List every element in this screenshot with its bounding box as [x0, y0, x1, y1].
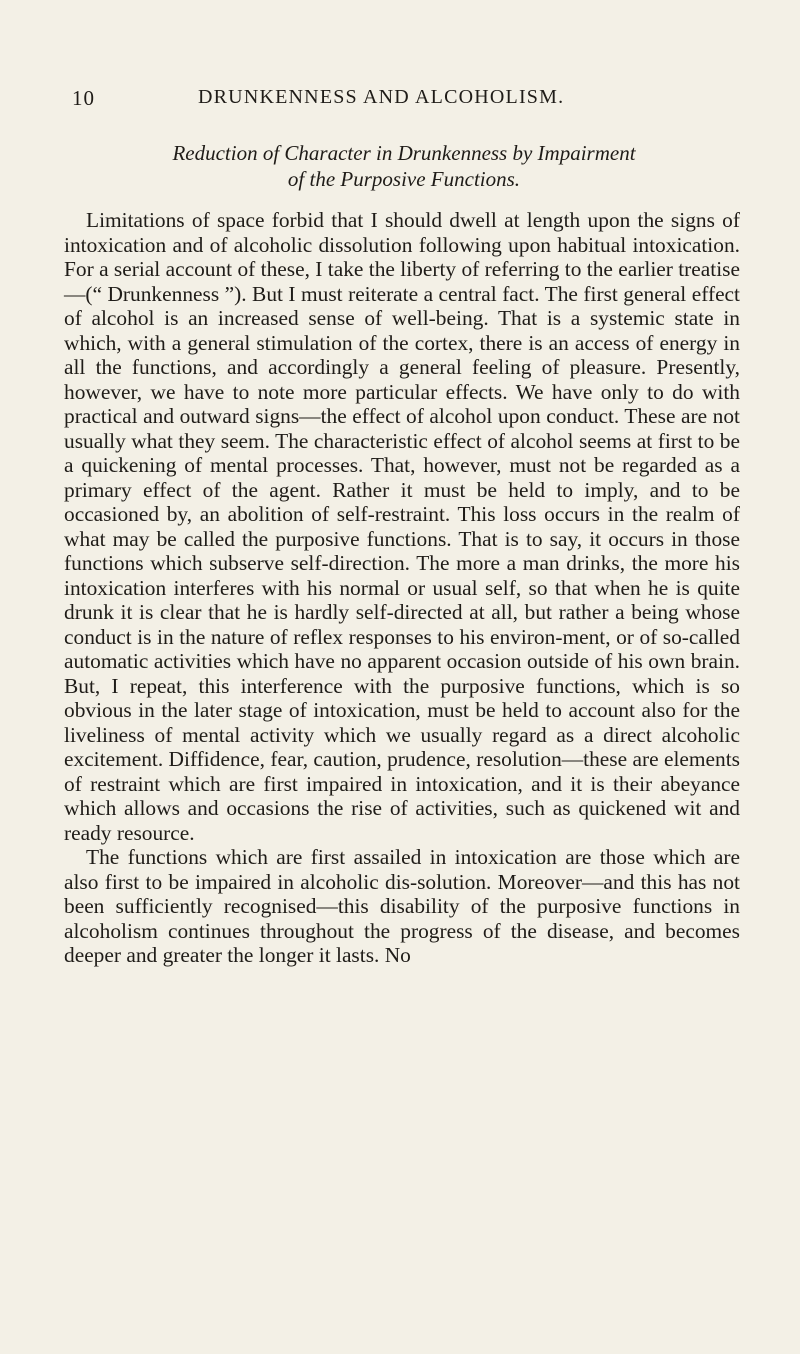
running-head [72, 86, 752, 114]
section-heading-line-2: of the Purposive Functions. [287, 167, 521, 191]
running-title: DRUNKENNESS AND ALCOHOLISM. [198, 86, 565, 108]
body-text [64, 208, 740, 968]
page-number: 10 [72, 86, 95, 110]
paragraph-1: Limitations of space forbid that I should dwell at length upon the signs of intoxication and of alcoholic dissolution following upon habitual intoxication. For a serial account of these, I take the liberty of referring to the earlier treatise —(“ Drunkenness ”). But I must reiterate a central fact. The first general effect of alcohol is an increased sense of well-being. That is a systemic state in which, with a general stimulation of the cortex, there is an access of energy in all the functions, and accordingly a general feeling of pleasure. Presently, however, we have to note more particular effects. We have only to do with practical and outward signs—the effect of alcohol upon conduct. These are not usually what they seem. The characteristic effect of alcohol seems at first to be a quickening of mental processes. That, however, must not be regarded as a primary effect of the agent. Rather it must be held to imply, and to be occasioned by, an abolition of self-restraint. This loss occurs in the realm of what may be called the purposive functions. That is to say, it occurs in those functions which subserve self-direction. The more a man drinks, the more his intoxication interferes with his normal or usual self, so that when he is quite drunk it is clear that he is hardly self-directed at all, but rather a being whose conduct is in the nature of reflex responses to his environ-ment, or of so-called automatic activities which have no apparent occasion outside of his own brain. But, I repeat, this interference with the purposive functions, which is so obvious in the later stage of intoxication, must be held to account also for the liveliness of mental activity which we usually regard as a direct alcoholic excitement. Diffidence, fear, caution, prudence, resolution—these are elements of restraint which are first impaired in intoxication, and it is their abeyance which allows and occasions the rise of activities, such as quickened wit and ready resource. [64, 208, 740, 845]
paragraph-2: The functions which are first assailed in intoxication are those which are also first to be impaired in alcoholic dis-solution. Moreover—and this has not been sufficiently recognised—this disability of the purposive functions in alcoholism continues throughout the progress of the disease, and becomes deeper and greater the longer it lasts. No [64, 845, 740, 967]
section-heading [64, 140, 744, 192]
section-heading-line-1: Reduction of Character in Drunkenness by Impairment [172, 141, 636, 165]
